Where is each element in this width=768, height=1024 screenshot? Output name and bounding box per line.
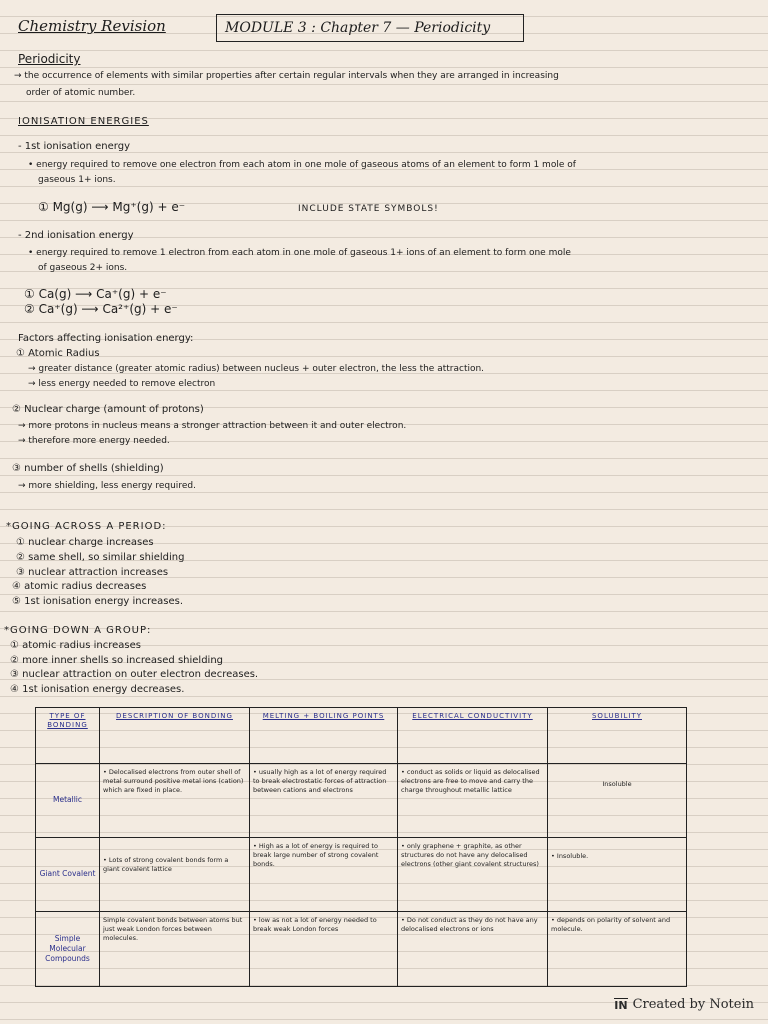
period-item: ① nuclear charge increases <box>16 537 154 548</box>
cell-melting: • High as a lot of energy is required to break large number of strong covalent bonds. <box>250 838 398 912</box>
group-item: ③ nuclear attraction on outer electron decreases. <box>10 669 259 680</box>
first-ie-heading: - 1st ionisation energy <box>18 141 130 152</box>
module-title-box: MODULE 3 : Chapter 7 — Periodicity <box>216 14 524 42</box>
period-item: ⑤ 1st ionisation energy increases. <box>12 596 184 607</box>
page-title: Chemistry Revision <box>18 17 166 35</box>
second-ie-line-2: of gaseous 2+ ions. <box>38 263 128 273</box>
table-row <box>36 838 687 912</box>
group-item: ④ 1st ionisation energy decreases. <box>10 684 185 695</box>
factors-heading: Factors affecting ionisation energy: <box>18 333 194 344</box>
periodicity-heading: Periodicity <box>18 52 81 66</box>
cell-conductivity: • conduct as solids or liquid as delocalised electrons are free to move and carry the charge throughout metallic lattice <box>398 764 548 838</box>
first-ie-equation: ① Mg(g) ⟶ Mg⁺(g) + e⁻ <box>38 200 186 214</box>
ionisation-heading: IONISATION ENERGIES <box>18 116 149 127</box>
second-ie-line-1: • energy required to remove 1 electron from each atom in one mole of gaseous 1+ ions of an element to form one mole <box>28 248 571 258</box>
cell-melting: • usually high as a lot of energy required to break electrostatic forces of attraction between cations and electrons <box>250 764 398 838</box>
second-ie-equation-1: ① Ca(g) ⟶ Ca⁺(g) + e⁻ <box>24 287 167 301</box>
second-ie-equation-2: ② Ca⁺(g) ⟶ Ca²⁺(g) + e⁻ <box>24 302 178 316</box>
factor-nuclear-charge: ② Nuclear charge (amount of protons) <box>12 404 204 415</box>
cell-solubility: • Insoluble. <box>548 838 687 912</box>
period-heading: *GOING ACROSS A PERIOD: <box>6 521 167 532</box>
header-melting-boiling: MELTING + BOILING POINTS <box>250 708 398 764</box>
cell-conductivity: • Do not conduct as they do not have any delocalised electrons or ions <box>398 912 548 987</box>
row-type-label: Giant Covalent <box>36 838 100 912</box>
group-heading: *GOING DOWN A GROUP: <box>4 625 152 636</box>
factor-nuclear-charge-point-1: → more protons in nucleus means a stronger attraction between it and outer electron. <box>18 421 407 431</box>
cell-solubility: • depends on polarity of solvent and molecule. <box>548 912 687 987</box>
header-solubility: SOLUBILITY <box>548 708 687 764</box>
group-item: ① atomic radius increases <box>10 640 141 651</box>
factor-atomic-radius-point-2: → less energy needed to remove electron <box>28 379 216 389</box>
factor-nuclear-charge-point-2: → therefore more energy needed. <box>18 436 170 446</box>
cell-description: • Lots of strong covalent bonds form a giant covalent lattice <box>100 838 250 912</box>
cell-conductivity: • only graphene + graphite, as other structures do not have any delocalised electrons (other giant covalent structures) <box>398 838 548 912</box>
row-type-label: Metallic <box>36 764 100 838</box>
bonding-table <box>35 707 687 987</box>
footer-text: Created by Notein <box>632 997 754 1012</box>
header-type-of-bonding: TYPE OF BONDING <box>36 708 100 764</box>
periodicity-line-1: → the occurrence of elements with similar properties after certain regular intervals when they are arranged in increasing <box>14 71 559 81</box>
factor-shielding: ③ number of shells (shielding) <box>12 463 164 474</box>
period-item: ③ nuclear attraction increases <box>16 567 169 578</box>
periodicity-line-2: order of atomic number. <box>26 88 136 98</box>
second-ie-heading: - 2nd ionisation energy <box>18 230 134 241</box>
first-ie-line-2: gaseous 1+ ions. <box>38 175 116 185</box>
cell-melting: • low as not a lot of energy needed to break weak London forces <box>250 912 398 987</box>
factor-atomic-radius: ① Atomic Radius <box>16 348 100 359</box>
table-row <box>36 764 687 838</box>
row-type-label: Simple Molecular Compounds <box>36 912 100 987</box>
period-item: ② same shell, so similar shielding <box>16 552 185 563</box>
table-header-row <box>36 708 687 764</box>
cell-description: Simple covalent bonds between atoms but just weak London forces between molecules. <box>100 912 250 987</box>
header-description: DESCRIPTION OF BONDING <box>100 708 250 764</box>
group-item: ② more inner shells so increased shielding <box>10 655 224 666</box>
first-ie-line-1: • energy required to remove one electron from each atom in one mole of gaseous atoms of an element to form 1 mole of <box>28 160 576 170</box>
factor-shielding-point-1: → more shielding, less energy required. <box>18 481 196 491</box>
footer-branding <box>614 997 754 1012</box>
period-item: ④ atomic radius decreases <box>12 581 147 592</box>
factor-atomic-radius-point-1: → greater distance (greater atomic radius) between nucleus + outer electron, the less the attraction. <box>28 364 485 374</box>
table-row <box>36 912 687 987</box>
cell-description: • Delocalised electrons from outer shell of metal surround positive metal ions (cation) which are fixed in place. <box>100 764 250 838</box>
state-symbols-note: INCLUDE STATE SYMBOLS! <box>298 204 439 214</box>
cell-solubility: Insoluble <box>548 764 687 838</box>
notein-logo-icon: IN <box>614 999 628 1012</box>
header-conductivity: ELECTRICAL CONDUCTIVITY <box>398 708 548 764</box>
